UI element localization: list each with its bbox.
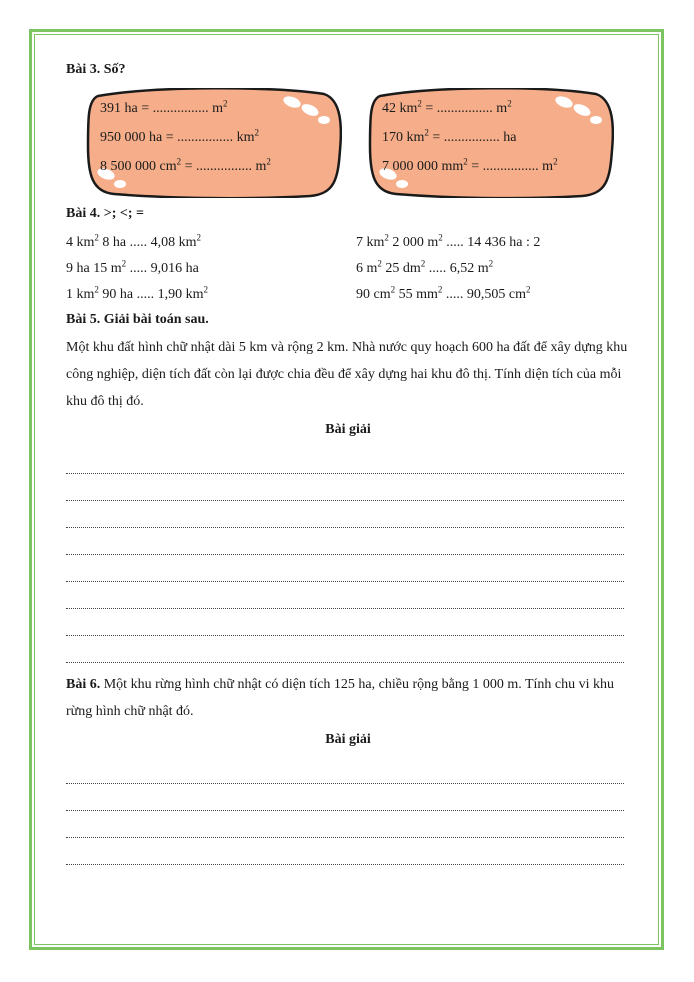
worksheet	[66, 60, 630, 865]
answer-line[interactable]	[66, 582, 624, 609]
bai4-right-1: 7 $km^2$ 2 000 $m^2$ ..... 14 436 ha : 2	[356, 232, 541, 250]
answer-line[interactable]	[66, 757, 624, 784]
answer-line[interactable]	[66, 447, 624, 474]
bai6-solution-title: Bài giải	[325, 732, 371, 747]
answer-line[interactable]	[66, 528, 624, 555]
bai5-answer-lines	[66, 447, 630, 663]
answer-line[interactable]	[66, 609, 624, 636]
bai4-left-1: 4 $km^2$ 8 ha ..... 4,08 $km^2$	[66, 232, 201, 250]
bai3-right-item-2: 170 $km^2$ = ................ ha	[382, 127, 517, 145]
bai3-left-item-2: 950 000 ha = ................ $km^2$	[100, 127, 259, 145]
bai4-left-3: 1 $km^2$ 90 ha ..... 1,90 $km^2$	[66, 284, 208, 302]
bai3-left-item-3: 8 500 000 $cm^2$ = ................ $m^2$	[100, 156, 271, 174]
bai3-clouds	[66, 88, 630, 200]
bai4-right-3: 90 $cm^2$ 55 $mm^2$ ..... 90,505 $cm^2$	[356, 284, 531, 302]
answer-line[interactable]	[66, 501, 624, 528]
answer-line[interactable]	[66, 474, 624, 501]
bai4-left-2: 9 ha 15 $m^2$ ..... 9,016 ha	[66, 258, 199, 276]
bai6-text: Một khu rừng hình chữ nhật có diện tích 125 ha, chiều rộng bằng 1 000 m. Tính chu vi khu rừng hình chữ nhật đó.	[66, 677, 615, 719]
answer-line[interactable]	[66, 784, 624, 811]
bai6-title: Bài 6.	[66, 677, 101, 692]
bai4-grid	[66, 230, 630, 308]
bai4-right-2: 6 $m^2$ 25 $dm^2$ ..... 6,52 $m^2$	[356, 258, 494, 276]
bai3-right-items	[382, 94, 558, 181]
bai6-answer-lines	[66, 757, 630, 865]
answer-line[interactable]	[66, 636, 624, 663]
bai3-title: Bài 3. Số?	[66, 62, 126, 77]
bai5-text: Một khu đất hình chữ nhật dài 5 km và rộng 2 km. Nhà nước quy hoạch 600 ha đất để xây dựng khu công nghiệp, diện tích đất còn lại được chia đều để xây dựng hai khu đô thị. Tính diện tích của mỗi khu đô thị đó.	[66, 340, 628, 409]
bai5-title: Bài 5. Giải bài toán sau.	[66, 312, 209, 327]
bai3-left-item-1: 391 ha = ................ $m^2$	[100, 98, 228, 116]
answer-line[interactable]	[66, 811, 624, 838]
bai4-title: Bài 4. >; <; =	[66, 206, 144, 221]
answer-line[interactable]	[66, 555, 624, 582]
answer-line[interactable]	[66, 838, 624, 865]
bai3-right-item-1: 42 $km^2$ = ................ $m^2$	[382, 98, 512, 116]
bai6-block	[66, 671, 630, 725]
bai3-right-item-3: 7 000 000 $mm^2$ = ................ $m^2$	[382, 156, 558, 174]
bai5-solution-title: Bài giải	[325, 422, 371, 437]
bai3-left-items	[100, 94, 271, 181]
